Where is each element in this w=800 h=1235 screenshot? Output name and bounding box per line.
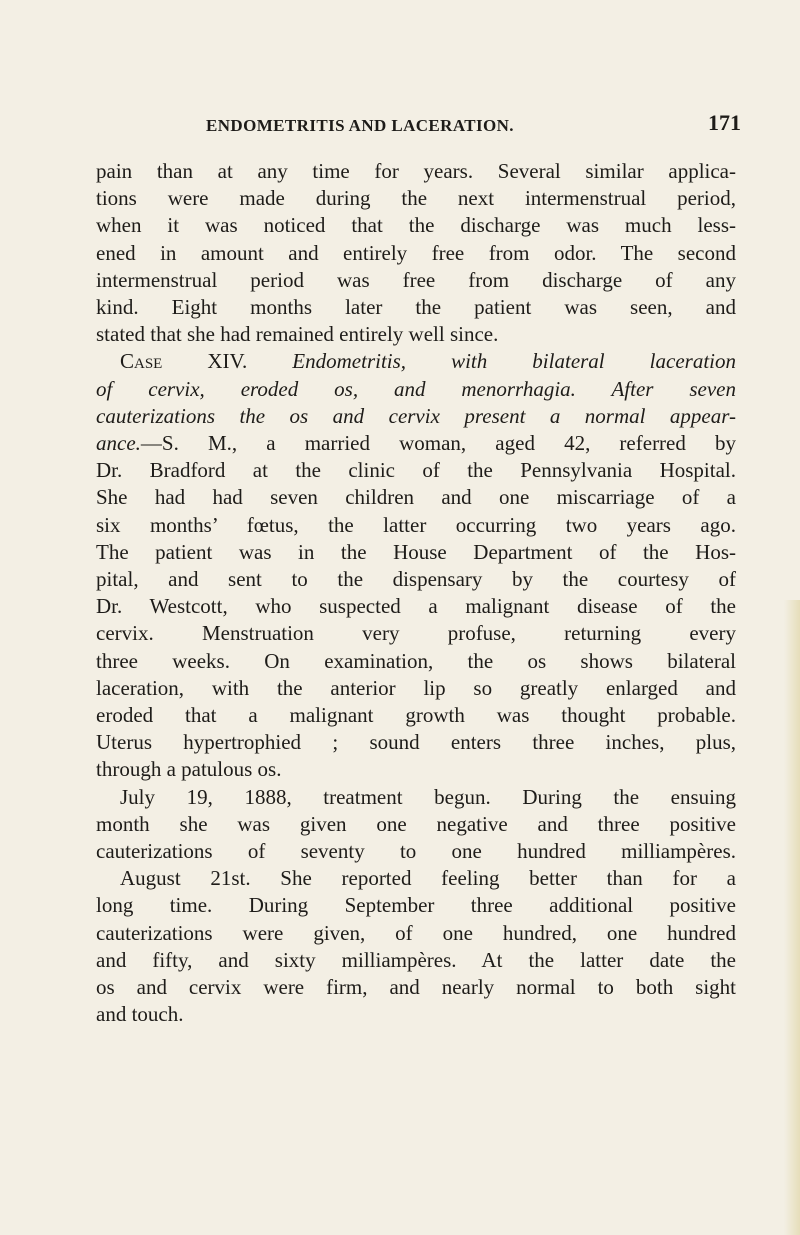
line-text: pital, and sent to the dispensary by the courtesy of [96, 567, 736, 592]
text-line [96, 811, 736, 838]
line-text: tions were made during the next intermenstrual period, [96, 186, 736, 211]
text-line [96, 158, 736, 185]
line-text: three weeks. On examination, the os shows bilateral [96, 648, 736, 673]
italic-fragment: ance. [96, 431, 141, 456]
text-line [96, 376, 736, 403]
line-text: cauterizations were given, of one hundred, one hundred [96, 920, 736, 945]
page-header [0, 110, 800, 142]
text-line [96, 240, 736, 267]
line-text: and touch. [96, 1002, 184, 1027]
case-label: Case XIV. [120, 349, 248, 374]
line-text: and fifty, and sixty milliampères. At the latter date the [96, 947, 736, 972]
text-line [96, 702, 736, 729]
line-text: The patient was in the House Department of the Hos- [96, 539, 736, 564]
text-line [96, 784, 736, 811]
text-line [96, 512, 736, 539]
text-line [96, 212, 736, 239]
line-text: July 19, 1888, treatment begun. During the ensuing [120, 784, 736, 809]
text-line [96, 484, 736, 511]
text-line [96, 185, 736, 212]
text-line [96, 566, 736, 593]
text-line [96, 620, 736, 647]
line-text: cauterizations of seventy to one hundred milliampères. [96, 839, 736, 864]
line-text: long time. During September three additional positive [96, 893, 736, 918]
text-line [96, 756, 736, 783]
text-line [96, 267, 736, 294]
text-line [96, 403, 736, 430]
line-text: eroded that a malignant growth was thought probable. [96, 703, 736, 728]
text-line [96, 430, 736, 457]
text-line [96, 648, 736, 675]
text-line [96, 892, 736, 919]
line-text: ened in amount and entirely free from odor. The second [96, 240, 736, 265]
text-line [96, 675, 736, 702]
line-text: os and cervix were firm, and nearly normal to both sight [96, 975, 736, 1000]
text-line [96, 974, 736, 1001]
text-line [96, 838, 736, 865]
running-head: ENDOMETRITIS AND LACERATION. [206, 116, 514, 135]
line-text: cervix. Menstruation very profuse, returning every [96, 621, 736, 646]
line-text: cauterizations the os and cervix present a normal appear- [96, 403, 736, 428]
text-line [96, 294, 736, 321]
line-text: Endometritis, with bilateral laceration [247, 349, 736, 374]
text-line [96, 920, 736, 947]
text-line [96, 593, 736, 620]
line-text: Dr. Westcott, who suspected a malignant disease of the [96, 594, 736, 619]
text-line [96, 729, 736, 756]
line-text: intermenstrual period was free from discharge of any [96, 267, 736, 292]
line-text: pain than at any time for years. Several similar applica- [96, 159, 736, 183]
line-text: —S. M., a married woman, aged 42, referred by [140, 431, 736, 456]
text-line [96, 947, 736, 974]
text-line [96, 321, 736, 348]
line-text: stated that she had remained entirely well since. [96, 322, 499, 347]
line-text: She had had seven children and one miscarriage of a [96, 485, 736, 510]
line-text: through a patulous os. [96, 757, 282, 782]
text-line [96, 865, 736, 892]
line-text: of cervix, eroded os, and menorrhagia. After seven [96, 376, 736, 401]
text-line [96, 457, 736, 484]
line-text: August 21st. She reported feeling better than for a [120, 866, 736, 891]
page-edge-shadow [784, 600, 800, 1235]
line-text: Dr. Bradford at the clinic of the Pennsylvania Hospital. [96, 458, 736, 483]
line-text: Uterus hypertrophied ; sound enters three inches, plus, [96, 730, 736, 755]
line-text: six months’ fœtus, the latter occurring two years ago. [96, 512, 736, 537]
text-line [96, 539, 736, 566]
text-line [96, 1001, 736, 1028]
page-number: 171 [708, 110, 741, 135]
body-text [96, 158, 736, 1029]
line-text: when it was noticed that the discharge was much less- [96, 213, 736, 238]
line-text: laceration, with the anterior lip so greatly enlarged and [96, 675, 736, 700]
line-text: month she was given one negative and three positive [96, 811, 736, 836]
line-text: kind. Eight months later the patient was seen, and [96, 295, 736, 320]
text-line [96, 348, 736, 375]
